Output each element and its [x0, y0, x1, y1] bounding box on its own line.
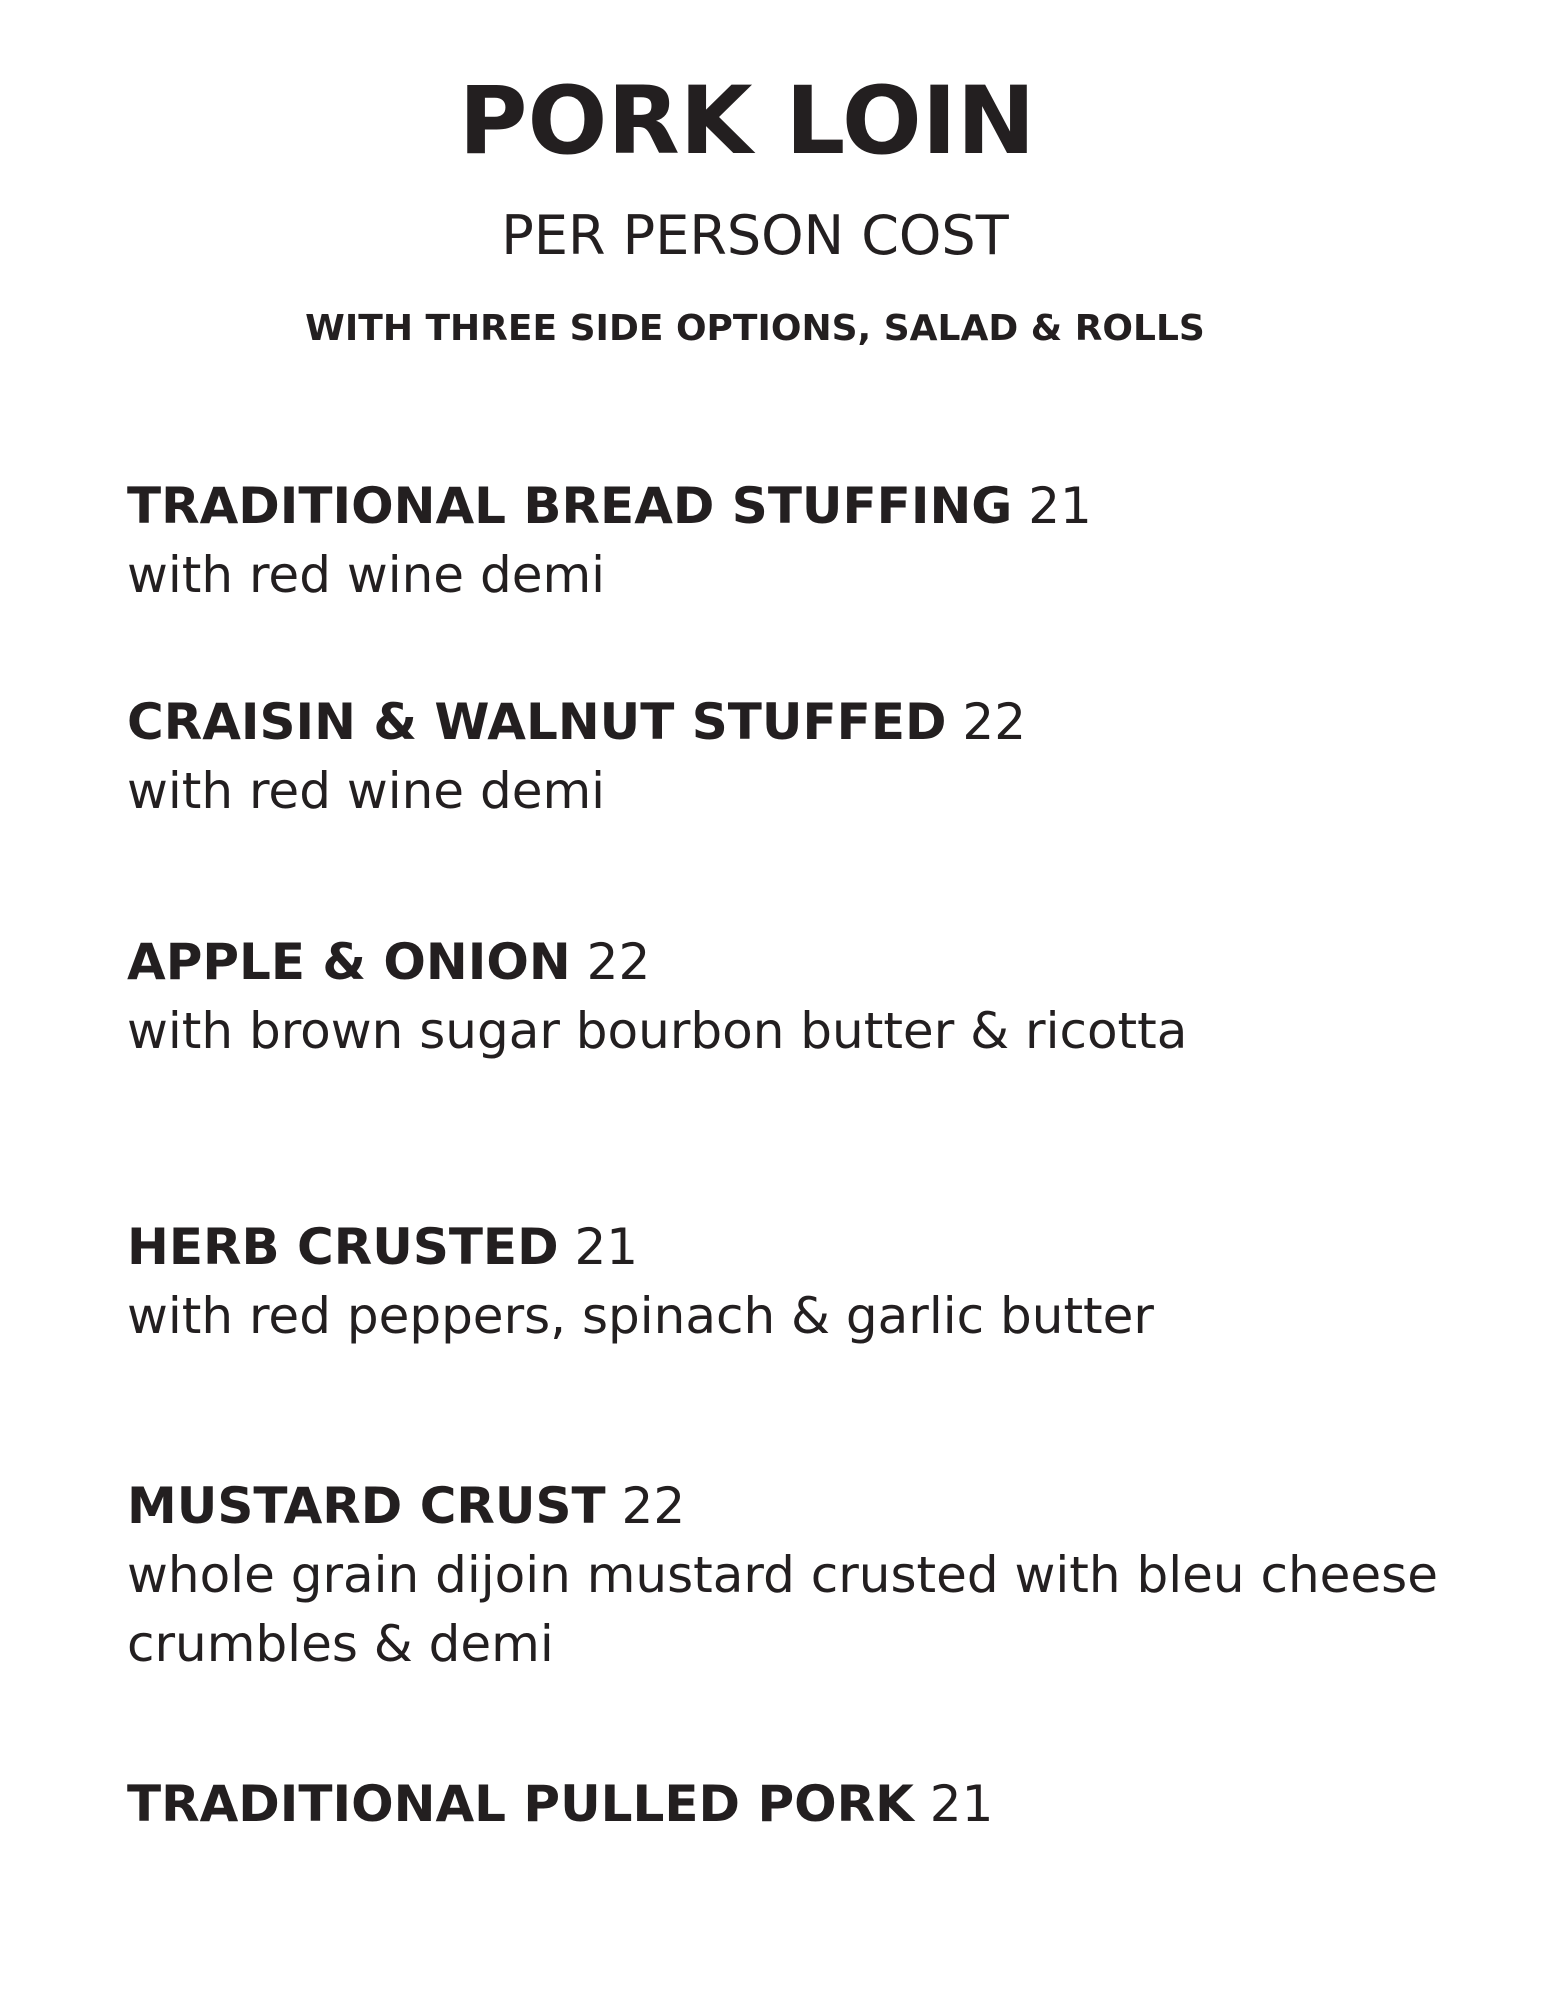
menu-item-price: 21	[1028, 477, 1092, 535]
menu-item-heading	[127, 472, 1507, 541]
menu-item-name: APPLE & ONION	[127, 933, 571, 991]
menu-item-description: with red peppers, spinach & garlic butter	[127, 1287, 1154, 1345]
menu-note: WITH THREE SIDE OPTIONS, SALAD & ROLLS	[305, 308, 1205, 349]
menu-item	[127, 1213, 1507, 1351]
page-title: PORK LOIN	[458, 67, 1036, 176]
menu-item-price: 22	[621, 1477, 686, 1535]
menu-item-name: CRAISIN & WALNUT STUFFED	[127, 693, 947, 751]
menu-item-price: 22	[586, 933, 651, 991]
menu-item	[127, 472, 1507, 610]
menu-item	[127, 1472, 1507, 1679]
menu-item-description: whole grain dijoin mustard crusted with bleu cheese crumbles & demi	[127, 1546, 1438, 1673]
menu-item-description: with red wine demi	[127, 762, 606, 820]
page-subtitle: PER PERSON COST	[501, 204, 1009, 267]
menu-item-price: 22	[962, 693, 1027, 751]
menu-item-heading	[127, 1770, 1507, 1839]
menu-item-name: HERB CRUSTED	[127, 1218, 559, 1276]
menu-item-heading	[127, 1213, 1507, 1282]
menu-item	[127, 1770, 1507, 1839]
menu-item-description: with brown sugar bourbon butter & ricotta	[127, 1002, 1188, 1060]
menu-item-name: TRADITIONAL BREAD STUFFING	[127, 477, 1013, 535]
menu-item-name: TRADITIONAL PULLED PORK	[127, 1775, 914, 1833]
menu-item-name: MUSTARD CRUST	[127, 1477, 606, 1535]
menu-item-description: with red wine demi	[127, 546, 606, 604]
menu-item-price: 21	[929, 1775, 994, 1833]
menu-item-heading	[127, 688, 1507, 757]
menu-item-price: 21	[574, 1218, 639, 1276]
menu-item	[127, 928, 1507, 1066]
menu-item-heading	[127, 1472, 1507, 1541]
menu-item	[127, 688, 1507, 826]
menu-item-heading	[127, 928, 1507, 997]
